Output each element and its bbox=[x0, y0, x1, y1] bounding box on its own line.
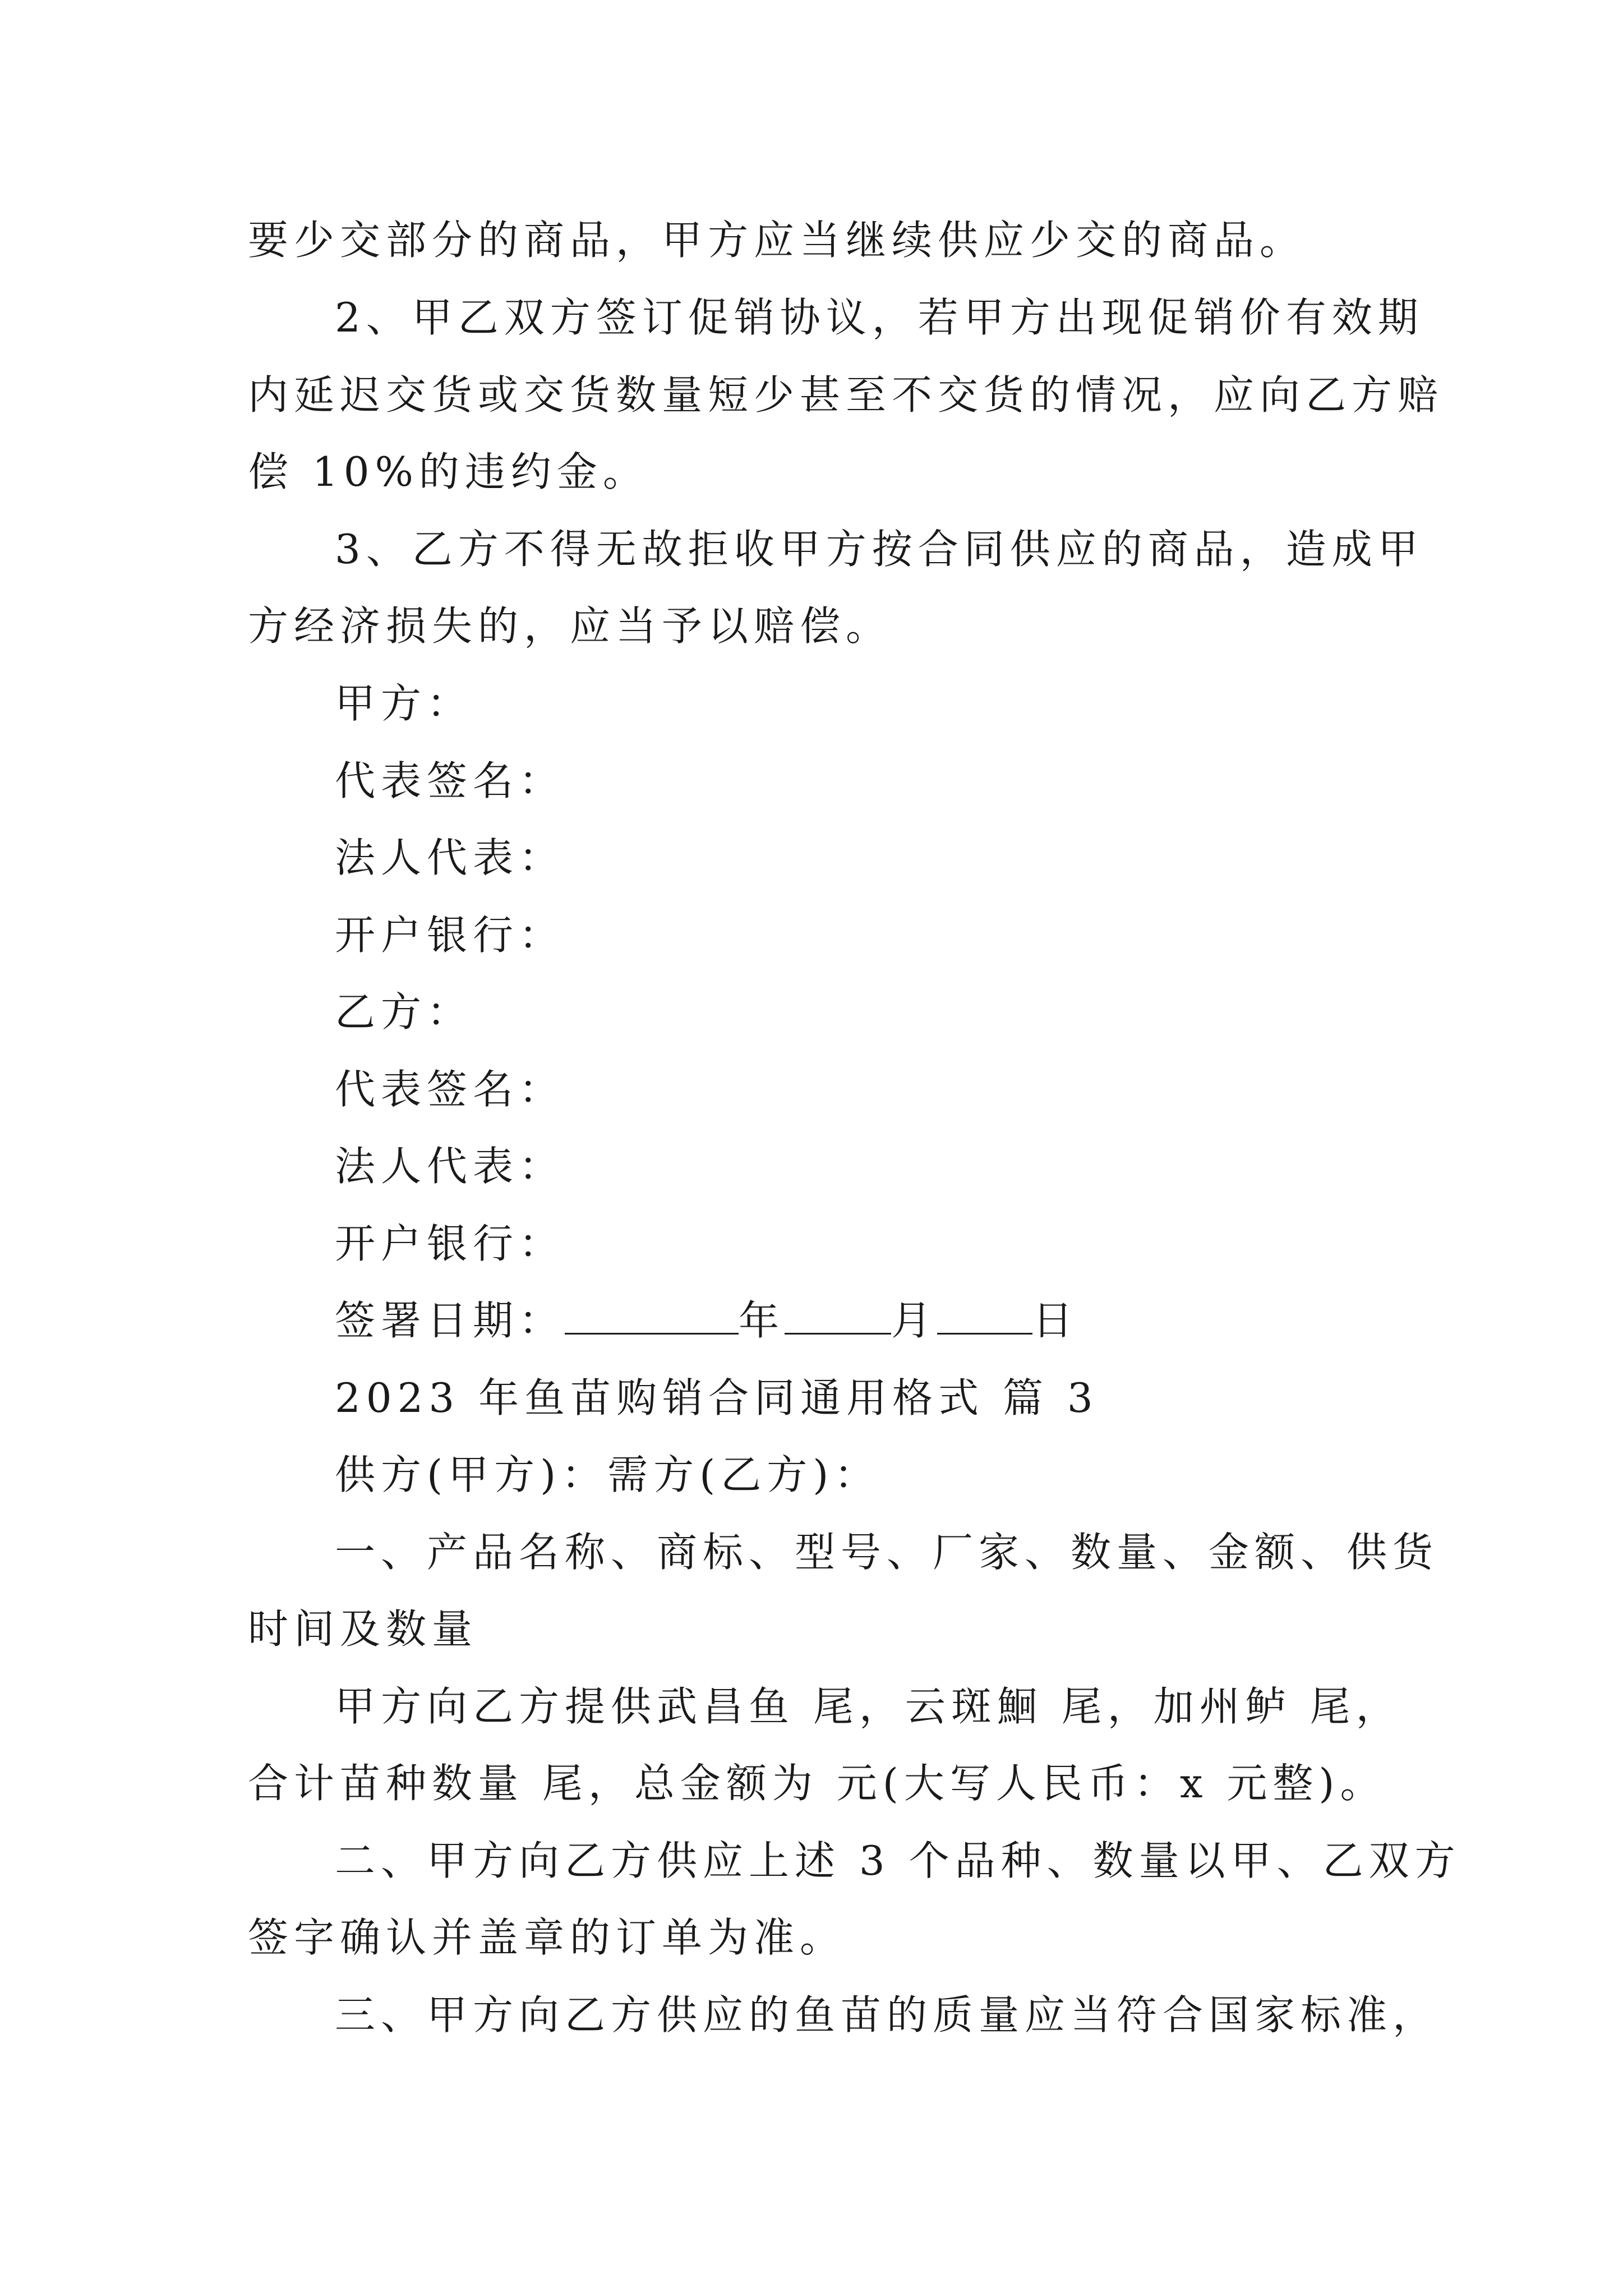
text-line: 一、产品名称、商标、型号、厂家、数量、金额、供货 bbox=[335, 1529, 1439, 1576]
text-line: 开户银行： bbox=[335, 1220, 565, 1267]
text-line: 甲方： bbox=[335, 680, 473, 727]
text-line: 代表签名： bbox=[335, 757, 565, 804]
text-line: 供方(甲方)：需方(乙方)： bbox=[335, 1451, 880, 1498]
text-line: 要少交部分的商品，甲方应当继续供应少交的商品。 bbox=[248, 217, 1306, 264]
text-line: 法人代表： bbox=[335, 1143, 565, 1190]
day-blank bbox=[937, 1294, 1032, 1335]
signing-date-label: 签署日期： bbox=[335, 1297, 565, 1344]
text-line: 乙方： bbox=[335, 988, 473, 1036]
year-blank bbox=[565, 1294, 739, 1335]
year-label: 年 bbox=[739, 1297, 785, 1344]
section-title: 2023 年鱼苗购销合同通用格式 篇 3 bbox=[335, 1374, 1099, 1421]
text-line: 代表签名： bbox=[335, 1066, 565, 1113]
text-line: 法人代表： bbox=[335, 834, 565, 881]
signing-date-line bbox=[335, 1294, 1078, 1347]
text-line: 2、甲乙双方签订促销协议，若甲方出现促销价有效期 bbox=[335, 294, 1424, 341]
text-line: 3、乙方不得无故拒收甲方按合同供应的商品，造成甲 bbox=[335, 526, 1424, 573]
text-line: 偿 10%的违约金。 bbox=[248, 448, 649, 495]
text-line: 开户银行： bbox=[335, 912, 565, 959]
text-line: 二、甲方向乙方供应上述 3 个品种、数量以甲、乙双方 bbox=[335, 1837, 1461, 1884]
text-line: 签字确认并盖章的订单为准。 bbox=[248, 1914, 846, 1961]
text-line: 甲方向乙方提供武昌鱼 尾，云斑鮰 尾，加州鲈 尾， bbox=[335, 1683, 1402, 1730]
text-line: 合计苗种数量 尾，总金额为 元(大写人民币：x 元整)。 bbox=[248, 1760, 1386, 1807]
day-label: 日 bbox=[1032, 1297, 1079, 1344]
text-line: 内延迟交货或交货数量短少甚至不交货的情况，应向乙方赔 bbox=[248, 371, 1444, 418]
month-label: 月 bbox=[891, 1297, 938, 1344]
text-line: 方经济损失的，应当予以赔偿。 bbox=[248, 602, 892, 650]
month-blank bbox=[785, 1294, 891, 1335]
text-line: 时间及数量 bbox=[248, 1605, 478, 1653]
text-line: 三、甲方向乙方供应的鱼苗的质量应当符合国家标准， bbox=[335, 1991, 1439, 2039]
